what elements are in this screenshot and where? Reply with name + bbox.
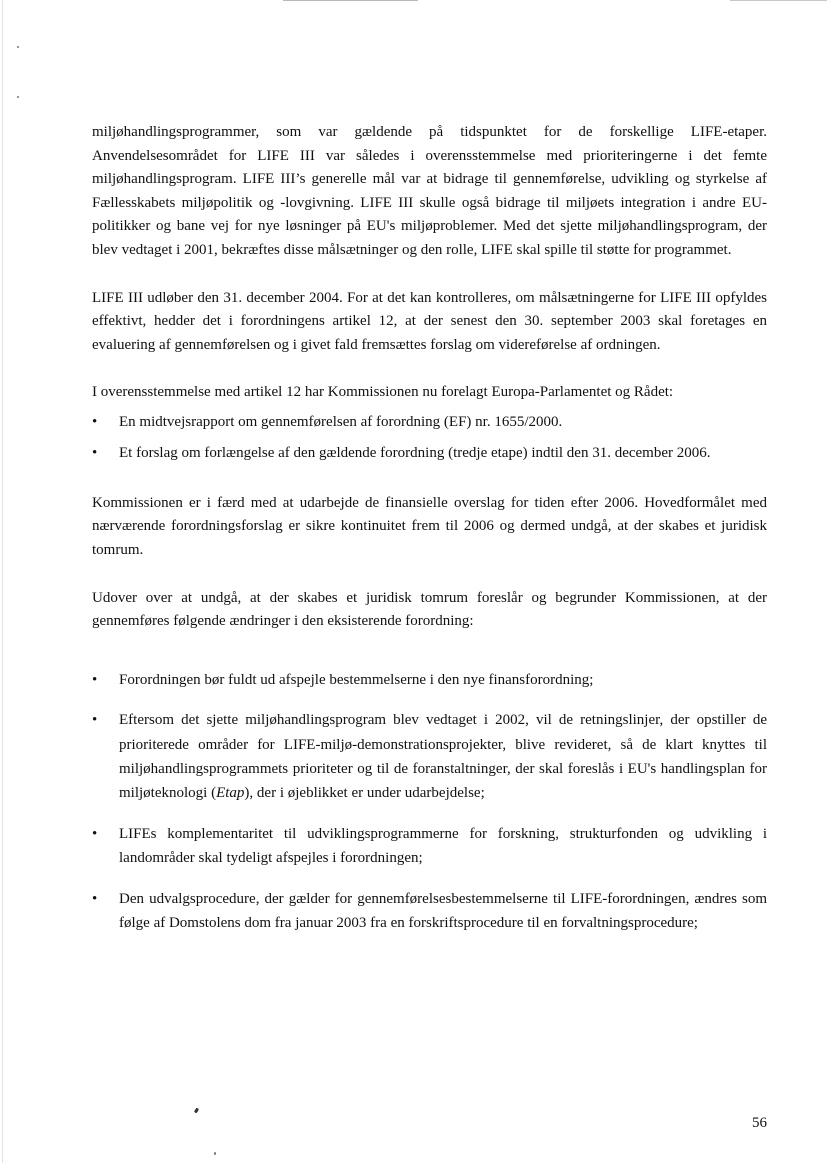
bullet-icon: •: [92, 445, 98, 462]
paragraph-life-expiry: LIFE III udløber den 31. december 2004. For at det kan kontrolleres, om målsætningerne for LIFE III opfyldes effektivt, hedder det i forordningens artikel 12, at der senest den 30. september 2003 skal foretages en evaluering af gennemførelsen og i givet fald fremsættes forslag om videreførelse af ordningen.: [92, 289, 767, 353]
list-item-text: Den udvalgsprocedure, der gælder for gennemførelsesbestemmelserne til LIFE-forordningen, ændres som følge af Domstolens dom fra januar 2003 fra en forskriftsprocedure til en forvaltningsprocedure;: [119, 890, 767, 931]
bullet-icon: •: [92, 413, 98, 430]
bullet-icon: •: [92, 825, 98, 842]
submission-list: [92, 410, 767, 466]
paragraph-proposed-changes: Udover over at undgå, at der skabes et juridisk tomrum foreslår og begrunder Kommissionen, at der gennemføres følgende ændringer i den eksisterende forordning:: [92, 589, 767, 630]
scan-edge-top-right: [730, 0, 827, 1]
list-item-text: En midtvejsrapport om gennemførelsen af forordning (EF) nr. 1655/2000.: [119, 413, 563, 430]
list-item-text: Eftersom det sjette miljøhandlingsprogram blev vedtaget i 2002, vil de retningslinjer, der opstiller de prioriterede områder for LIFE-miljø-demonstrationsprojekter, blive revideret, så de klart knyttes til miljøhandlingsprogrammets prioriteter og til de foranstaltninger, der skal foreslås i EU's handlingsplan for miljøteknologi (: [119, 712, 767, 802]
bullet-icon: •: [92, 890, 98, 907]
list-item-text: LIFEs komplementaritet til udviklingsprogrammerne for forskning, strukturfonden og udvikling i landområder skal tydeligt afspejles i forordningen;: [119, 825, 767, 867]
list-item-text: Et forslag om forlængelse af den gældende forordning (tredje etape) indtil den 31. december 2006.: [119, 445, 711, 462]
paragraph-financial-outlook: Kommissionen er i færd med at udarbejde de finansielle overslag for tiden efter 2006. Hovedformålet med nærværende forordningsforslag er sikre kontinuitet frem til 2006 og dermed undgå, at der skabes et juridisk tomrum.: [92, 494, 767, 558]
list-item-text: Forordningen bør fuldt ud afspejle bestemmelserne i den nye finansforordning;: [119, 671, 594, 688]
changes-list: [92, 668, 767, 936]
scan-speck: [194, 1108, 199, 1114]
etap-abbreviation: Etap: [216, 785, 245, 802]
list-item: [92, 668, 767, 692]
scan-speck: [214, 1152, 216, 1155]
scan-speck: [17, 96, 19, 98]
page-number: 56: [752, 1115, 767, 1131]
list-item: [92, 441, 767, 465]
list-item: [92, 887, 767, 936]
list-item: [92, 410, 767, 434]
list-item: [92, 708, 767, 806]
scan-edge-left: [2, 0, 3, 1163]
document-page: [92, 121, 767, 935]
list-item: [92, 822, 767, 871]
paragraph-life-overview: miljøhandlingsprogrammer, som var gældende på tidspunktet for de forskellige LIFE-etaper. Anvendelsesområdet for LIFE III var således i overensstemmelse med prioriteringerne i det femte miljøhandlingsprogram. LIFE III’s generelle mål var at bidrage til gennemførelse, udvikling og styrkelse af Fællesskabets miljøpolitik og -lovgivning. LIFE III skulle også bidrage til miljøets integration i andre EU-politikker og bane vej for nye løsninger på EU's miljøproblemer. Med det sjette miljøhandlingsprogram, der blev vedtaget i 2001, bekræftes disse målsætninger og den rolle, LIFE skal spille til støtte for programmet.: [92, 124, 767, 258]
paragraph-commission-submission: I overensstemmelse med artikel 12 har Kommissionen nu forelagt Europa-Parlamentet og Rådet:: [92, 384, 674, 401]
bullet-icon: •: [92, 671, 98, 688]
bullet-icon: •: [92, 712, 98, 729]
list-item-text-tail: ), der i øjeblikket er under udarbejdelse;: [244, 785, 485, 802]
scan-edge-top: [283, 0, 418, 1]
scan-speck: [17, 46, 19, 48]
